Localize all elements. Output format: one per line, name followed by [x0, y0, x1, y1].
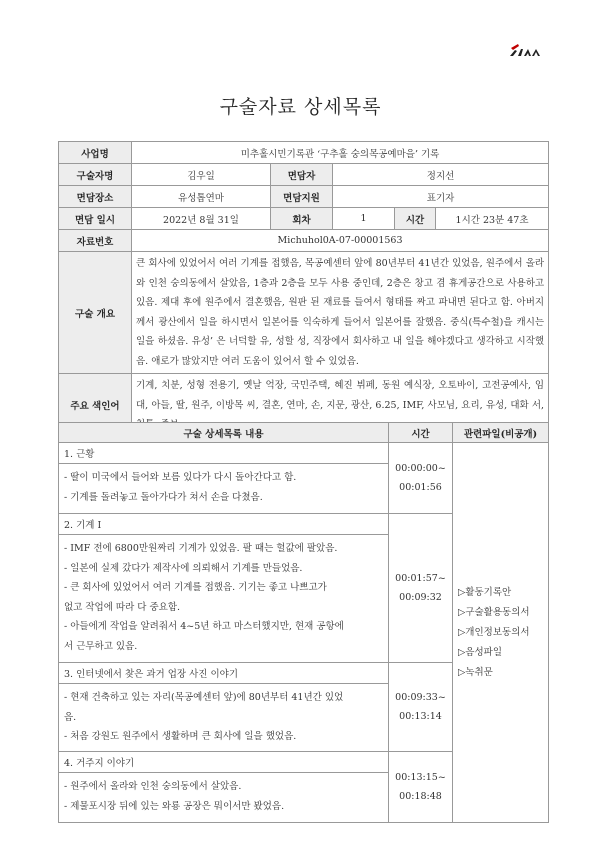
- section-time: [389, 752, 453, 823]
- file-item: ▷활동기록안: [458, 586, 512, 598]
- project-value: 미추홀시민기록관 ‘구추홀 숭의목공예마을’ 기록: [132, 142, 549, 164]
- keywords-value: 기계, 치분, 성형 전용기, 옛날 억장, 국민주택, 혜진 뷔페, 동원 예식장, 오토바이, 고전공예사, 임대, 아들, 딸, 원주, 이방목 씨, 결혼, 연마, 손, 지문, 광산, 6.25, IMF, 사모님, 요리, 유성, 대화 서,: [132, 374, 549, 438]
- list-item: - IMF 전에 6800만원짜리 기계가 있었음. 팔 때는 헐값에 팔았음.: [64, 543, 338, 554]
- section-title: 4. 거주지 이야기: [59, 752, 389, 773]
- file-item: ▷음성파일: [458, 646, 503, 658]
- time-start: 00:01:57~: [395, 573, 446, 584]
- id-value: Michuhol0A-07-00001563: [132, 230, 549, 252]
- section-time: [389, 443, 453, 514]
- date-value: 2022년 8월 31일: [132, 208, 271, 230]
- time-start: 00:13:15~: [395, 772, 446, 783]
- file-item: ▷녹취문: [458, 666, 493, 678]
- interviewer-label: 면담자: [271, 164, 333, 186]
- related-files: [453, 443, 549, 823]
- time-end: 00:18:48: [399, 791, 442, 802]
- list-item: 없고 작업에 따라 다 중요함.: [64, 601, 181, 613]
- file-item: ▷구술활용동의서: [458, 606, 530, 618]
- narrator-label: 구술자명: [59, 164, 132, 186]
- logo-icon: [508, 42, 542, 58]
- session-value: 1: [333, 208, 395, 230]
- section-time: [389, 663, 453, 752]
- list-item: - 큰 회사에 있었어서 여러 기계를 접했음. 기기는 좋고 나쁘고가: [64, 582, 327, 593]
- header-files: 관련파일(비공개): [453, 423, 549, 443]
- time-end: 00:01:56: [399, 482, 442, 493]
- file-item: ▷개인정보동의서: [458, 626, 530, 638]
- interviewer-value: 정지선: [333, 164, 549, 186]
- project-label: 사업명: [59, 142, 132, 164]
- time-start: 00:00:00~: [395, 463, 446, 474]
- header-content: 구술 상세목록 내용: [59, 423, 389, 443]
- keywords-label: 주요 색인어: [59, 374, 132, 438]
- list-item: - 딸이 미국에서 들어와 보름 있다가 다시 돌아간다고 함.: [64, 472, 297, 483]
- header-time: 시간: [389, 423, 453, 443]
- page-title: 구술자료 상세목록: [219, 96, 382, 118]
- duration-value: 1시간 23분 47초: [436, 208, 549, 230]
- list-item: - 일본에 실제 갔다가 제작사에 의뢰해서 기계를 만들었음.: [64, 562, 303, 574]
- list-item: - 현재 건축하고 있는 자리(목공예센터 앞)에 80년부터 41년간 있었: [64, 692, 344, 703]
- list-item: - 제물포시장 뒤에 있는 와룡 공장은 뭐이서만 봤었음.: [64, 800, 285, 812]
- narrator-value: 김우일: [132, 164, 271, 186]
- section-items: [59, 773, 389, 823]
- time-start: 00:09:33~: [395, 692, 446, 703]
- list-item: 음.: [64, 711, 77, 723]
- info-table: [58, 141, 549, 438]
- staff-label: 면담지원: [271, 186, 333, 208]
- place-label: 면담장소: [59, 186, 132, 208]
- list-item: 서 근무하고 있음.: [64, 640, 138, 652]
- time-end: 00:09:32: [399, 592, 442, 603]
- list-item: - 처음 강원도 원주에서 생활하며 큰 회사에 일을 했었음.: [64, 731, 297, 742]
- summary-label: 구술 개요: [59, 252, 132, 374]
- section-items: [59, 464, 389, 514]
- section-title: 2. 기계 I: [59, 514, 389, 535]
- duration-label: 시간: [395, 208, 436, 230]
- session-label: 회차: [271, 208, 333, 230]
- list-item: - 아들에게 작업을 알려줘서 4~5년 하고 마스터했지만, 현재 공항에: [64, 621, 344, 632]
- section-items: [59, 535, 389, 663]
- section-time: [389, 514, 453, 663]
- place-value: 유성톱연마: [132, 186, 271, 208]
- section-title: 3. 인터넷에서 찾은 과거 업장 사진 이야기: [59, 663, 389, 684]
- time-end: 00:13:14: [399, 711, 442, 722]
- list-item: - 기계를 돌려놓고 돌아가다가 쳐서 손을 다쳤음.: [64, 491, 263, 503]
- detail-table: [58, 422, 549, 823]
- section-title: 1. 근황: [59, 443, 389, 464]
- id-label: 자료번호: [59, 230, 132, 252]
- date-label: 면담 일시: [59, 208, 132, 230]
- summary-value: 큰 회사에 있었어서 여러 기계를 접했음, 목공예센터 앞에 80년부터 41년간 있었음, 원주에서 올라와 인천 숭의동에서 살았음, 1층과 2층을 모두 사용 중인데, 2층은 창고 겸 휴게공간으로 사용하고 있음. 제대 후에 원주에서 결혼했음, 원판 된 재료를 들여서 형태를 짜고 파내면 된다고 함. 아버지께서 광산에서 일을 하시면서 일본어를 익숙하게 들어서 일본어를 잘했음. 중식(특수철)을 캐시는 일을 하셨음. 유성’ 은 너덕할 유, 성할 성, 직장에서 회사하고 내 일을 해야겠다고 생각하고 시작했음. 애로가 많았지만 여러 도움이 있어서 할 수 있었음.: [132, 252, 549, 374]
- staff-value: 표기자: [333, 186, 549, 208]
- section-items: [59, 684, 389, 752]
- list-item: - 원주에서 올라와 인천 숭의동에서 살았음.: [64, 781, 242, 792]
